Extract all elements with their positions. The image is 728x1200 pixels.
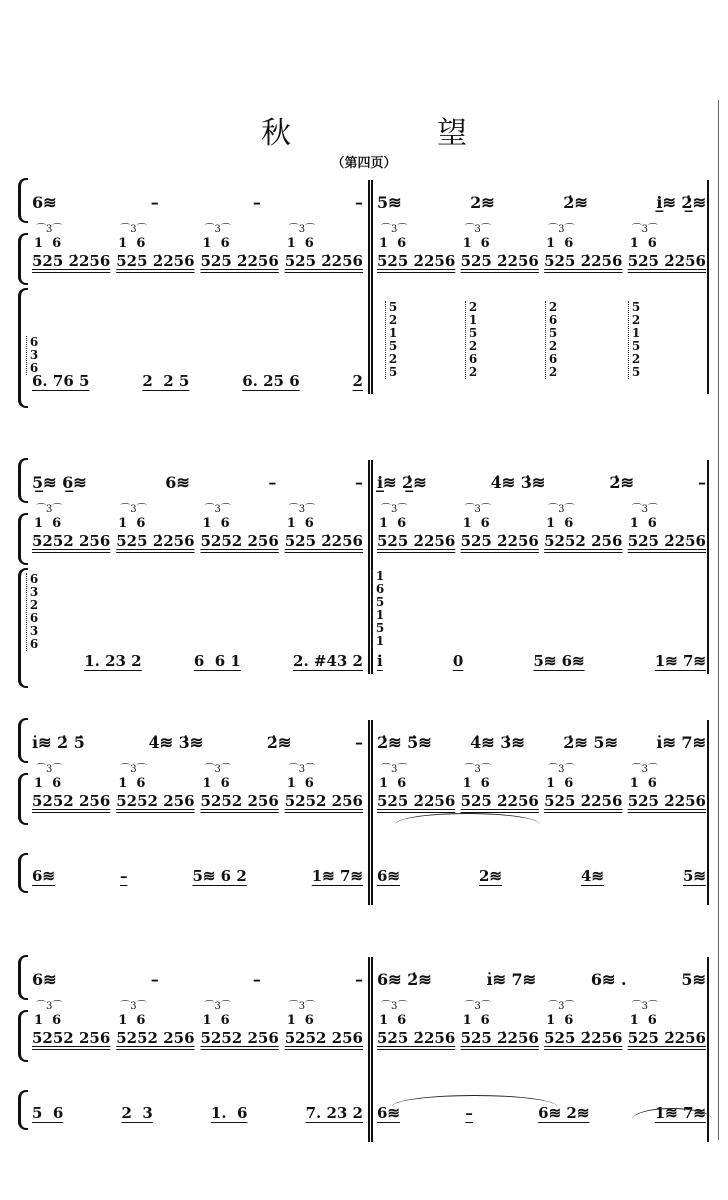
melody-beat: 4̇≋ 3̇≋: [148, 733, 204, 752]
accomp-beat: 1 6 525 2̇256 ⌒3⌒: [461, 532, 539, 550]
melody-measure: [30, 728, 365, 752]
accomp-beat: 1 6 525 2̇256 ⌒3⌒: [628, 532, 706, 550]
accomp-beat: 1 6 5252 256 ⌒3⌒: [200, 1029, 278, 1047]
melody-beat: 2̇≋: [609, 473, 634, 492]
accomp-beat: 1 6 525 2̇256 ⌒3⌒: [461, 1029, 539, 1047]
melody-beat: –: [354, 193, 363, 212]
melody-measure: [375, 188, 708, 212]
chord-stack: 6 3 2 6 3 6: [26, 573, 41, 651]
accomp-beat: 1 6 525 2̇256 ⌒3⌒: [116, 532, 194, 550]
melody-beat: 6≋: [32, 193, 57, 212]
bass-beat: 4≋: [580, 867, 604, 885]
accomp-beat: 1 6 5252 256 ⌒3⌒: [32, 1029, 110, 1047]
bass-beat: 2: [352, 372, 363, 390]
bass-measure: [30, 1100, 365, 1122]
accomp-beat: 1 6 525 2̇256 ⌒3⌒: [377, 532, 455, 550]
accomp-beat: 1 6 5252 256 ⌒3⌒: [32, 532, 110, 550]
accomp-measure: [30, 248, 365, 270]
accomp-beat: 1 6 525 2̇256 ⌒3⌒: [377, 252, 455, 270]
bass-beat: 5≋ 6≋: [533, 652, 585, 670]
chord-stack: 2 6 5 2 6 2: [545, 301, 560, 379]
barline: [368, 460, 370, 674]
accomp-beat: 1 6 5252 256 ⌒3⌒: [285, 1029, 363, 1047]
barline: [371, 180, 373, 394]
staff-brace: [18, 458, 28, 503]
tie-slur: [392, 1095, 557, 1118]
bass-beat: 5≋ 6 2: [192, 867, 247, 885]
accomp-beat: 1 6 525 2̇256 ⌒3⌒: [377, 1029, 455, 1047]
melody-beat: –: [354, 733, 363, 752]
bass-beat: 6. 76 5: [32, 372, 90, 390]
melody-beat: 5̲≋ 6̲≋: [32, 473, 87, 492]
melody-beat: 2̇≋ 5̇≋: [377, 733, 432, 752]
tie-slur: [632, 1108, 712, 1131]
accomp-measure: [375, 528, 708, 550]
page-subtitle: （第四页）: [331, 156, 397, 171]
bass-beat: i: [377, 652, 383, 670]
accomp-beat: 1 6 525 2̇256 ⌒3⌒: [461, 792, 539, 810]
accomp-beat: 1 6 525 2̇256 ⌒3⌒: [628, 1029, 706, 1047]
accomp-measure: [30, 788, 365, 810]
bass-beat: 1≋ 7≋: [654, 1104, 706, 1122]
barline: [368, 180, 370, 394]
chord-stack: 1 6 5 1 5 1: [372, 570, 387, 648]
bass-beat: 6. 25 6: [242, 372, 300, 390]
melody-beat: –: [252, 970, 261, 989]
accomp-beat: 1 6 5252 256 ⌒3⌒: [285, 792, 363, 810]
melody-beat: –: [150, 193, 159, 212]
bass-beat: 2 2 5: [142, 372, 190, 390]
bass-beat: 1. 23 2: [84, 652, 142, 670]
accomp-measure: [375, 248, 708, 270]
bass-beat: –: [119, 867, 128, 885]
bass-measure: [30, 863, 365, 885]
barline: [368, 720, 370, 905]
barline: [368, 957, 370, 1142]
melody-beat: –: [268, 473, 277, 492]
accomp-beat: 1 6 5252 256 ⌒3⌒: [544, 532, 622, 550]
chord-stack: 2 1 5 2 6 2: [465, 301, 480, 379]
melody-beat: 6≋: [165, 473, 190, 492]
staff-brace: [18, 1010, 28, 1062]
melody-beat: –: [252, 193, 261, 212]
barline: [707, 180, 709, 394]
staff-brace: [18, 773, 28, 825]
melody-beat: 5≋: [681, 970, 706, 989]
bass-beat: 1≋ 7≋: [311, 867, 363, 885]
accomp-measure: [30, 1025, 365, 1047]
accomp-beat: 1 6 525 2̇256 ⌒3⌒: [377, 792, 455, 810]
bass-beat: 6≋: [377, 867, 401, 885]
melody-beat: –: [354, 970, 363, 989]
barline: [371, 957, 373, 1142]
melody-measure: [30, 468, 365, 492]
accomp-beat: 1 6 525 2̇256 ⌒3⌒: [285, 252, 363, 270]
staff-brace: [18, 1090, 28, 1130]
melody-beat: 2≋: [470, 193, 495, 212]
accomp-beat: 1 6 525 2̇256 ⌒3⌒: [461, 252, 539, 270]
chord-stack: 6 3 6: [26, 336, 41, 375]
bass-beat: 6≋ 2≋: [538, 1104, 590, 1122]
accomp-beat: 1 6 525 2̇256 ⌒3⌒: [544, 792, 622, 810]
melody-beat: 6≋: [32, 970, 57, 989]
melody-beat: 2̇≋ 5≋: [563, 733, 618, 752]
accomp-measure: [30, 528, 365, 550]
bass-beat: 6≋: [377, 1104, 401, 1122]
accomp-beat: 1 6 5252 256 ⌒3⌒: [200, 532, 278, 550]
melody-beat: –: [697, 473, 706, 492]
chord-stack: 5 2 1 5 2 5: [385, 301, 400, 379]
barline: [371, 720, 373, 905]
accomp-measure: [375, 788, 708, 810]
chord-stack: 5 2 1 5 2 5: [628, 301, 643, 379]
accomp-beat: 1 6 525 2̇256 ⌒3⌒: [32, 252, 110, 270]
accomp-beat: 1 6 525 2̇256 ⌒3⌒: [628, 252, 706, 270]
bass-measure: [375, 368, 708, 390]
staff-brace: [18, 955, 28, 1000]
bass-beat: –: [465, 1104, 473, 1122]
accomp-beat: 1 6 525 2̇256 ⌒3⌒: [116, 252, 194, 270]
melody-beat: 2̇≋: [563, 193, 588, 212]
bass-beat: 1. 6: [210, 1104, 248, 1122]
staff-brace: [18, 513, 28, 565]
accomp-measure: [375, 1025, 708, 1047]
staff-brace: [18, 853, 28, 893]
melody-beat: 6≋ .: [590, 970, 627, 989]
melody-beat: 2̇≋: [266, 733, 292, 752]
melody-beat: i̇≋ 2̇ 5̇: [32, 733, 85, 752]
bass-beat: 6≋: [32, 867, 56, 885]
accomp-beat: 1 6 525 2̇256 ⌒3⌒: [628, 792, 706, 810]
page-edge: [718, 100, 719, 1140]
staff-brace: [18, 233, 28, 285]
bass-beat: 6 6 1: [193, 652, 241, 670]
bass-beat: 1≋ 7≋: [654, 652, 706, 670]
melody-measure: [375, 468, 708, 492]
melody-beat: i̲≋ 2̲̇≋: [656, 193, 706, 212]
bass-beat: 2≋: [478, 867, 502, 885]
bass-beat: 2. #43 2: [293, 652, 363, 670]
barline: [707, 460, 709, 674]
melody-measure: [375, 728, 708, 752]
melody-beat: –: [150, 970, 159, 989]
melody-beat: i̇≋ 7≋: [486, 970, 537, 989]
bass-beat: 2 3: [121, 1104, 153, 1122]
staff-brace: [18, 718, 28, 763]
page-title: 秋 望: [261, 116, 525, 151]
melody-measure: [30, 965, 365, 989]
bass-beat: 5 6: [32, 1104, 64, 1122]
bass-beat: 7. 23 2: [305, 1104, 363, 1122]
bass-measure: [30, 648, 365, 670]
tie-slur: [395, 813, 540, 836]
accomp-beat: 1 6 525 2̇256 ⌒3⌒: [544, 252, 622, 270]
melody-beat: i̇≋ 7≋: [656, 733, 706, 752]
melody-beat: 4̇≋ 3̇≋: [490, 473, 546, 492]
accomp-beat: 1 6 525 2̇256 ⌒3⌒: [200, 252, 278, 270]
accomp-beat: 1 6 5252 256 ⌒3⌒: [116, 792, 194, 810]
staff-brace: [18, 178, 28, 223]
bass-measure: [375, 863, 708, 885]
bass-measure: [375, 648, 708, 670]
melody-beat: 5≋: [377, 193, 402, 212]
accomp-beat: 1 6 5252 256 ⌒3⌒: [116, 1029, 194, 1047]
melody-beat: i̲≋ 2̲̇≋: [377, 473, 427, 492]
melody-measure: [375, 965, 708, 989]
accomp-beat: 1 6 525 2̇256 ⌒3⌒: [544, 1029, 622, 1047]
accomp-beat: 1 6 5252 256 ⌒3⌒: [200, 792, 278, 810]
melody-beat: 4̇≋ 3̇≋: [470, 733, 525, 752]
melody-beat: –: [354, 473, 363, 492]
bass-beat: 5≋: [682, 867, 706, 885]
bass-beat: 0: [452, 652, 464, 670]
accomp-beat: 1 6 525 2̇256 ⌒3⌒: [285, 532, 363, 550]
bass-measure: [30, 368, 365, 390]
melody-measure: [30, 188, 365, 212]
barline: [707, 720, 709, 905]
melody-beat: 6≋ 2̇≋: [377, 970, 432, 989]
accomp-beat: 1 6 5252 256 ⌒3⌒: [32, 792, 110, 810]
